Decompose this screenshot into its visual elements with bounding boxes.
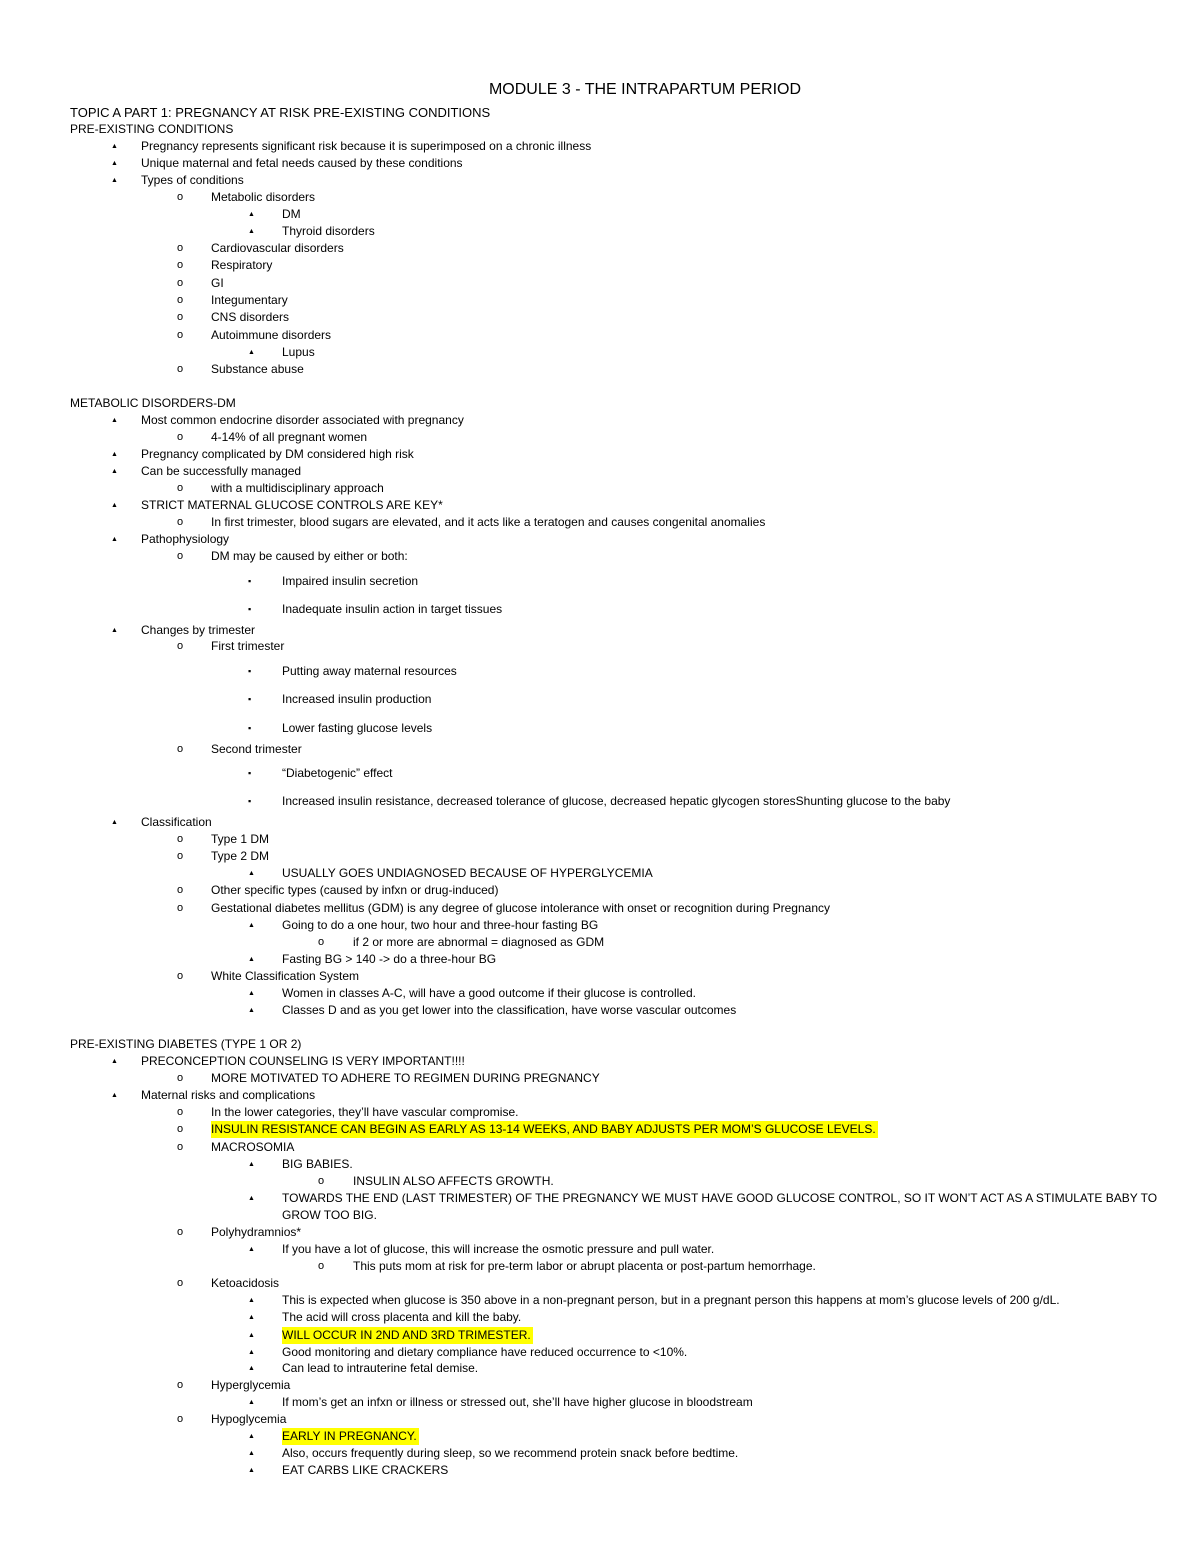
filled-bullet-icon: ▲: [111, 819, 118, 826]
circle-bullet-icon: o: [177, 1072, 184, 1084]
outline-line: [0, 1070, 1200, 1087]
filled-bullet-icon: ▲: [111, 417, 118, 424]
outline-line: [0, 882, 1200, 899]
filled-bullet-icon: ▲: [111, 1058, 118, 1065]
filled-bullet-icon: ▲: [248, 1007, 255, 1014]
line-text: The acid will cross placenta and kill the baby.: [282, 1310, 522, 1324]
outline-line: [0, 104, 1200, 121]
line-text: Impaired insulin secretion: [282, 574, 419, 588]
line-text: Hyperglycemia: [211, 1378, 291, 1392]
outline-line: [0, 121, 1200, 138]
circle-bullet-icon: o: [177, 242, 184, 254]
filled-bullet-icon: ▲: [248, 349, 255, 356]
line-text: In first trimester, blood sugars are elevated, and it acts like a teratogen and causes congenital anomalies: [211, 515, 766, 529]
line-text: Increased insulin resistance, decreased tolerance of glucose, decreased hepatic glycogen storesShunting glucose to the baby: [282, 794, 951, 808]
outline-line: [0, 765, 1200, 782]
circle-bullet-icon: o: [177, 1141, 184, 1153]
line-text: Increased insulin production: [282, 692, 432, 706]
outline-line: [0, 429, 1200, 446]
line-text: Metabolic disorders: [211, 190, 316, 204]
line-text: PRE-EXISTING CONDITIONS: [70, 122, 234, 136]
outline-line: [0, 480, 1200, 497]
line-text: BIG BABIES.: [282, 1157, 353, 1171]
filled-bullet-icon: ▲: [248, 1297, 255, 1304]
circle-bullet-icon: o: [177, 1106, 184, 1118]
square-bullet-icon: ▪: [248, 604, 252, 614]
circle-bullet-icon: o: [177, 743, 184, 755]
filled-bullet-icon: ▲: [111, 502, 118, 509]
filled-bullet-icon: ▲: [248, 1161, 255, 1168]
outline-line: [0, 917, 1200, 934]
square-bullet-icon: ▪: [248, 796, 252, 806]
outline-line: [0, 622, 1200, 639]
line-text: DM: [282, 207, 301, 221]
outline-line: [0, 1002, 1200, 1019]
line-text: Thyroid disorders: [282, 224, 375, 238]
circle-bullet-icon: o: [177, 329, 184, 341]
outline-line: [0, 638, 1200, 655]
line-text: Good monitoring and dietary compliance have reduced occurrence to <10%.: [282, 1345, 688, 1359]
line-text: Types of conditions: [141, 173, 244, 187]
outline-line: [0, 1190, 1200, 1207]
circle-bullet-icon: o: [177, 902, 184, 914]
circle-bullet-icon: o: [318, 936, 325, 948]
line-text: INSULIN ALSO AFFECTS GROWTH.: [353, 1174, 554, 1188]
line-text: Classes D and as you get lower into the classification, have worse vascular outcomes: [282, 1003, 737, 1017]
filled-bullet-icon: ▲: [248, 228, 255, 235]
line-text: Can be successfully managed: [141, 464, 302, 478]
outline-line: [0, 497, 1200, 514]
circle-bullet-icon: o: [177, 294, 184, 306]
outline-line: [0, 1207, 1200, 1224]
line-text: EAT CARBS LIKE CRACKERS: [282, 1463, 449, 1477]
line-text: STRICT MATERNAL GLUCOSE CONTROLS ARE KEY*: [141, 498, 443, 512]
square-bullet-icon: ▪: [248, 666, 252, 676]
outline-line: [0, 327, 1200, 344]
line-text: Lupus: [282, 345, 315, 359]
outline-line: [0, 395, 1200, 412]
line-text: Polyhydramnios*: [211, 1225, 302, 1239]
line-text: Pregnancy represents significant risk because it is superimposed on a chronic illness: [141, 139, 592, 153]
line-text: with a multidisciplinary approach: [211, 481, 384, 495]
line-text: First trimester: [211, 639, 285, 653]
line-text: TOWARDS THE END (LAST TRIMESTER) OF THE PREGNANCY WE MUST HAVE GOOD GLUCOSE CONTROL, SO IT WON’T ACT AS A STIMULATE BABY TO: [282, 1191, 1158, 1205]
circle-bullet-icon: o: [177, 833, 184, 845]
line-text: MACROSOMIA: [211, 1140, 295, 1154]
line-text: Lower fasting glucose levels: [282, 721, 433, 735]
line-text: PRECONCEPTION COUNSELING IS VERY IMPORTANT!!!!: [141, 1054, 465, 1068]
outline-line: [0, 1121, 1200, 1138]
outline-line: [0, 848, 1200, 865]
line-text: Gestational diabetes mellitus (GDM) is any degree of glucose intolerance with onset or recognition during Pregnancy: [211, 901, 830, 915]
line-text: Classification: [141, 815, 212, 829]
outline-line: [0, 1462, 1200, 1479]
line-text: PRE-EXISTING DIABETES (TYPE 1 OR 2): [70, 1037, 302, 1051]
outline-line: [0, 344, 1200, 361]
line-text: Type 2 DM: [211, 849, 270, 863]
outline-line: [0, 1224, 1200, 1241]
outline-line: [0, 1173, 1200, 1190]
filled-bullet-icon: ▲: [248, 990, 255, 997]
outline-line: [0, 463, 1200, 480]
outline-line: [0, 968, 1200, 985]
filled-bullet-icon: ▲: [248, 1314, 255, 1321]
circle-bullet-icon: o: [177, 1413, 184, 1425]
outline-line: [0, 1344, 1200, 1361]
line-text: GI: [211, 276, 224, 290]
outline-line: [0, 1309, 1200, 1326]
line-text: Unique maternal and fetal needs caused by these conditions: [141, 156, 463, 170]
outline-line: [0, 531, 1200, 548]
circle-bullet-icon: o: [177, 1123, 184, 1135]
filled-bullet-icon: ▲: [111, 451, 118, 458]
filled-bullet-icon: ▲: [248, 1246, 255, 1253]
outline-line: [0, 663, 1200, 680]
line-text: MORE MOTIVATED TO ADHERE TO REGIMEN DURING PREGNANCY: [211, 1071, 600, 1085]
outline-line: [0, 951, 1200, 968]
line-text: Substance abuse: [211, 362, 304, 376]
line-text: If mom’s get an infxn or illness or stressed out, she’ll have higher glucose in bloodstream: [282, 1395, 753, 1409]
outline-line: [0, 223, 1200, 240]
outline-line: [0, 1360, 1200, 1377]
outline-line: [0, 1327, 1200, 1344]
line-text: CNS disorders: [211, 310, 290, 324]
outline-line: [0, 985, 1200, 1002]
filled-bullet-icon: ▲: [248, 956, 255, 963]
outline-line: [0, 361, 1200, 378]
outline-line: [0, 548, 1200, 565]
outline-line: [0, 446, 1200, 463]
line-text: Hypoglycemia: [211, 1412, 287, 1426]
circle-bullet-icon: o: [177, 363, 184, 375]
line-text: METABOLIC DISORDERS-DM: [70, 396, 236, 410]
filled-bullet-icon: ▲: [248, 1450, 255, 1457]
line-text: Second trimester: [211, 742, 302, 756]
line-text: In the lower categories, they’ll have vascular compromise.: [211, 1105, 519, 1119]
filled-bullet-icon: ▲: [248, 1433, 255, 1440]
line-text: Going to do a one hour, two hour and three-hour fasting BG: [282, 918, 599, 932]
outline-line: [0, 292, 1200, 309]
filled-bullet-icon: ▲: [248, 211, 255, 218]
line-text: Pathophysiology: [141, 532, 230, 546]
filled-bullet-icon: ▲: [248, 870, 255, 877]
circle-bullet-icon: o: [177, 970, 184, 982]
outline-line: [0, 691, 1200, 708]
circle-bullet-icon: o: [177, 884, 184, 896]
line-text: If you have a lot of glucose, this will increase the osmotic pressure and pull water.: [282, 1242, 715, 1256]
highlighted-text: EARLY IN PREGNANCY.: [282, 1429, 417, 1443]
line-text: Integumentary: [211, 293, 288, 307]
circle-bullet-icon: o: [177, 1226, 184, 1238]
outline-line: [0, 1428, 1200, 1445]
filled-bullet-icon: ▲: [248, 1467, 255, 1474]
line-text: Fasting BG > 140 -> do a three-hour BG: [282, 952, 497, 966]
line-text: Maternal risks and complications: [141, 1088, 316, 1102]
filled-bullet-icon: ▲: [111, 468, 118, 475]
outline-line: [0, 412, 1200, 429]
filled-bullet-icon: ▲: [111, 143, 118, 150]
line-text: This is expected when glucose is 350 above in a non-pregnant person, but in a pregnant person this happens at mom’s glucose levels of 200 g/dL.: [282, 1293, 1060, 1307]
square-bullet-icon: ▪: [248, 768, 252, 778]
filled-bullet-icon: ▲: [248, 922, 255, 929]
outline-line: [0, 514, 1200, 531]
filled-bullet-icon: ▲: [111, 177, 118, 184]
line-text: Inadequate insulin action in target tissues: [282, 602, 503, 616]
square-bullet-icon: ▪: [248, 576, 252, 586]
outline-line: [0, 1292, 1200, 1309]
outline-line: [0, 1104, 1200, 1121]
outline-line: [0, 793, 1200, 810]
filled-bullet-icon: ▲: [111, 1092, 118, 1099]
circle-bullet-icon: o: [177, 311, 184, 323]
line-text: This puts mom at risk for pre-term labor or abrupt placenta or post-partum hemorrhage.: [353, 1259, 816, 1273]
filled-bullet-icon: ▲: [248, 1195, 255, 1202]
outline-line: [0, 206, 1200, 223]
line-text: Putting away maternal resources: [282, 664, 457, 678]
line-text: White Classification System: [211, 969, 360, 983]
circle-bullet-icon: o: [318, 1260, 325, 1272]
page-title: MODULE 3 - THE INTRAPARTUM PERIOD: [488, 81, 802, 98]
line-text: Can lead to intrauterine fetal demise.: [282, 1361, 479, 1375]
outline-line: [0, 1139, 1200, 1156]
outline-line: [0, 1053, 1200, 1070]
square-bullet-icon: ▪: [248, 694, 252, 704]
outline-line: [0, 573, 1200, 590]
line-text: Also, occurs frequently during sleep, so we recommend protein snack before bedtime.: [282, 1446, 739, 1460]
outline-line: [0, 1258, 1200, 1275]
outline-line: [0, 309, 1200, 326]
outline-line: [0, 1394, 1200, 1411]
outline-line: [0, 831, 1200, 848]
outline-line: [0, 1036, 1200, 1053]
outline-line: [0, 1087, 1200, 1104]
outline-line: [0, 155, 1200, 172]
outline-line: [0, 814, 1200, 831]
outline-line: [0, 900, 1200, 917]
outline-line: [0, 601, 1200, 618]
circle-bullet-icon: o: [318, 1175, 325, 1187]
square-bullet-icon: ▪: [248, 723, 252, 733]
circle-bullet-icon: o: [177, 640, 184, 652]
line-text: “Diabetogenic” effect: [282, 766, 393, 780]
line-text: GROW TOO BIG.: [282, 1208, 377, 1222]
line-text: USUALLY GOES UNDIAGNOSED BECAUSE OF HYPERGLYCEMIA: [282, 866, 653, 880]
circle-bullet-icon: o: [177, 850, 184, 862]
circle-bullet-icon: o: [177, 431, 184, 443]
filled-bullet-icon: ▲: [111, 627, 118, 634]
highlighted-text: INSULIN RESISTANCE CAN BEGIN AS EARLY AS 13-14 WEEKS, AND BABY ADJUSTS PER MOM’S GLUCOSE LEVELS.: [211, 1122, 876, 1136]
line-text: TOPIC A PART 1: PREGNANCY AT RISK PRE-EXISTING CONDITIONS: [70, 105, 491, 120]
outline-line: [0, 172, 1200, 189]
outline-line: [0, 275, 1200, 292]
outline-line: [0, 1241, 1200, 1258]
circle-bullet-icon: o: [177, 259, 184, 271]
outline-line: [0, 138, 1200, 155]
circle-bullet-icon: o: [177, 191, 184, 203]
line-text: if 2 or more are abnormal = diagnosed as GDM: [353, 935, 605, 949]
line-text: Type 1 DM: [211, 832, 270, 846]
outline-line: [0, 1445, 1200, 1462]
outline-line: [0, 1156, 1200, 1173]
outline-line: [0, 240, 1200, 257]
outline-line: [0, 1377, 1200, 1394]
line-text: Changes by trimester: [141, 623, 256, 637]
outline-line: [0, 741, 1200, 758]
circle-bullet-icon: o: [177, 516, 184, 528]
circle-bullet-icon: o: [177, 1379, 184, 1391]
filled-bullet-icon: ▲: [111, 160, 118, 167]
circle-bullet-icon: o: [177, 550, 184, 562]
filled-bullet-icon: ▲: [248, 1399, 255, 1406]
outline-line: [0, 1411, 1200, 1428]
filled-bullet-icon: ▲: [111, 536, 118, 543]
line-text: Cardiovascular disorders: [211, 241, 344, 255]
filled-bullet-icon: ▲: [248, 1365, 255, 1372]
circle-bullet-icon: o: [177, 1277, 184, 1289]
filled-bullet-icon: ▲: [248, 1349, 255, 1356]
outline-line: [0, 257, 1200, 274]
line-text: Pregnancy complicated by DM considered high risk: [141, 447, 414, 461]
filled-bullet-icon: ▲: [248, 1332, 255, 1339]
line-text: Other specific types (caused by infxn or drug-induced): [211, 883, 499, 897]
line-text: Autoimmune disorders: [211, 328, 332, 342]
outline-line: [0, 189, 1200, 206]
outline-line: [0, 865, 1200, 882]
outline-line: [0, 934, 1200, 951]
outline-line: [0, 1275, 1200, 1292]
line-text: Ketoacidosis: [211, 1276, 280, 1290]
line-text: Women in classes A-C, will have a good outcome if their glucose is controlled.: [282, 986, 696, 1000]
circle-bullet-icon: o: [177, 277, 184, 289]
line-text: 4-14% of all pregnant women: [211, 430, 368, 444]
outline-line: [0, 720, 1200, 737]
highlighted-text: WILL OCCUR IN 2ND AND 3RD TRIMESTER.: [282, 1328, 531, 1342]
line-text: Most common endocrine disorder associated with pregnancy: [141, 413, 464, 427]
line-text: Respiratory: [211, 258, 273, 272]
circle-bullet-icon: o: [177, 482, 184, 494]
line-text: DM may be caused by either or both:: [211, 549, 408, 563]
